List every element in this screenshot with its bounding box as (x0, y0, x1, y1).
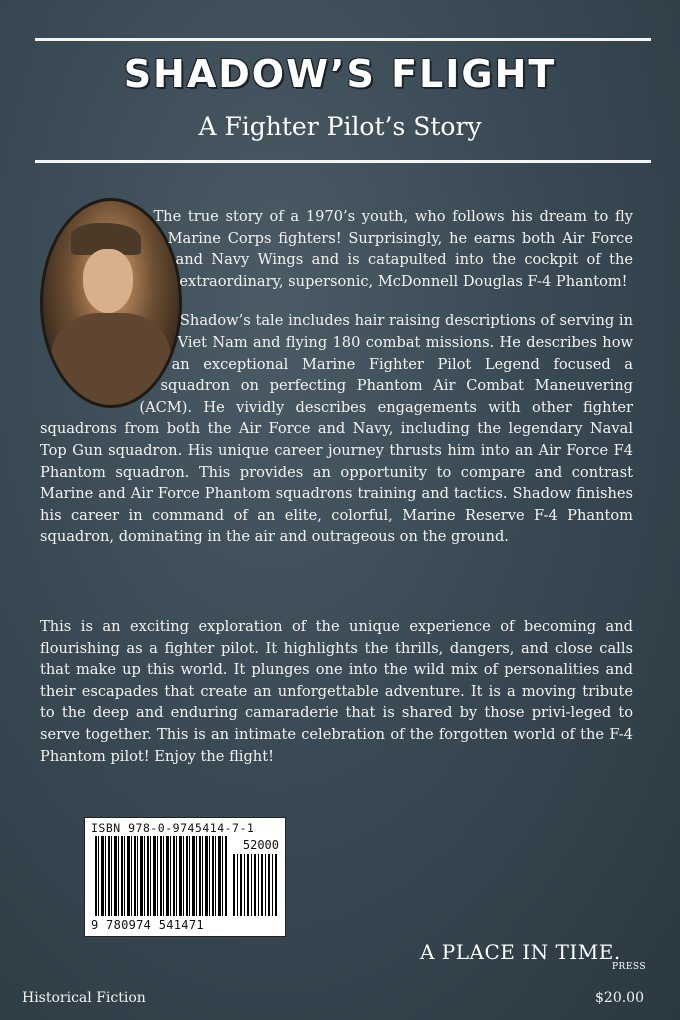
publisher-name: A PLACE IN TIME. (420, 940, 621, 964)
ean-digits: 9 780974 541471 (91, 918, 204, 932)
bottom-rule (35, 160, 651, 163)
price-label: $20.00 (595, 990, 644, 1006)
isbn-barcode (84, 817, 286, 937)
book-title: SHADOW’S FLIGHT (123, 52, 557, 96)
barcode-bars (95, 836, 227, 916)
blurb-paragraph-2: Shadow’s tale includes hair raising descriptions of serving in Viet Nam and flying 180 combat missions. He describes how an exceptional Marine Fighter Pilot Legend focused a squadron on perfecting Phantom Air Combat Maneuvering (ACM). He vividly describes engagements with other fighter squadrons from both the Air Force and Navy, including the legendary Naval Top Gun squadron. His unique career journey thrusts him into an Air Force F4 Phantom squadron. This provides an opportunity to compare and contrast Marine and Air Force Phantom squadrons training and tactics. Shadow finishes his career in command of an elite, colorful, Marine Reserve F-4 Phantom squadron, dominating in the air and outrageous on the ground. (40, 312, 633, 546)
price-code: 52000 (242, 838, 279, 852)
genre-label: Historical Fiction (22, 990, 146, 1006)
isbn-number: ISBN 978-0-9745414-7-1 (91, 821, 255, 835)
blurb-paragraph-1: The true story of a 1970’s youth, who follows his dream to fly Marine Corps fighters! Surprisingly, he earns both Air Force and Navy Wings and is catapulted into the cockpit of the extraordinary, supersonic, McDonnell Douglas F-4 Phantom! (153, 208, 633, 290)
top-rule (35, 38, 651, 41)
book-subtitle: A Fighter Pilot’s Story (198, 112, 482, 141)
publisher-imprint: PRESS (612, 962, 647, 972)
blurb-paragraph-3: This is an exciting exploration of the unique experience of becoming and flourishing as a fighter pilot. It highlights the thrills, dangers, and close calls that make up this world. It plunges one into the wild mix of personalities and their escapades that create an unforgettable adventure. It is a moving tribute to the deep and enduring camaraderie that is shared by those privi-leged to serve together. This is an intimate celebration of the forgotten world of the F-4 Phantom pilot! Enjoy the flight! (40, 618, 633, 765)
blurb-top (40, 206, 633, 548)
barcode-price-bars (233, 854, 277, 916)
